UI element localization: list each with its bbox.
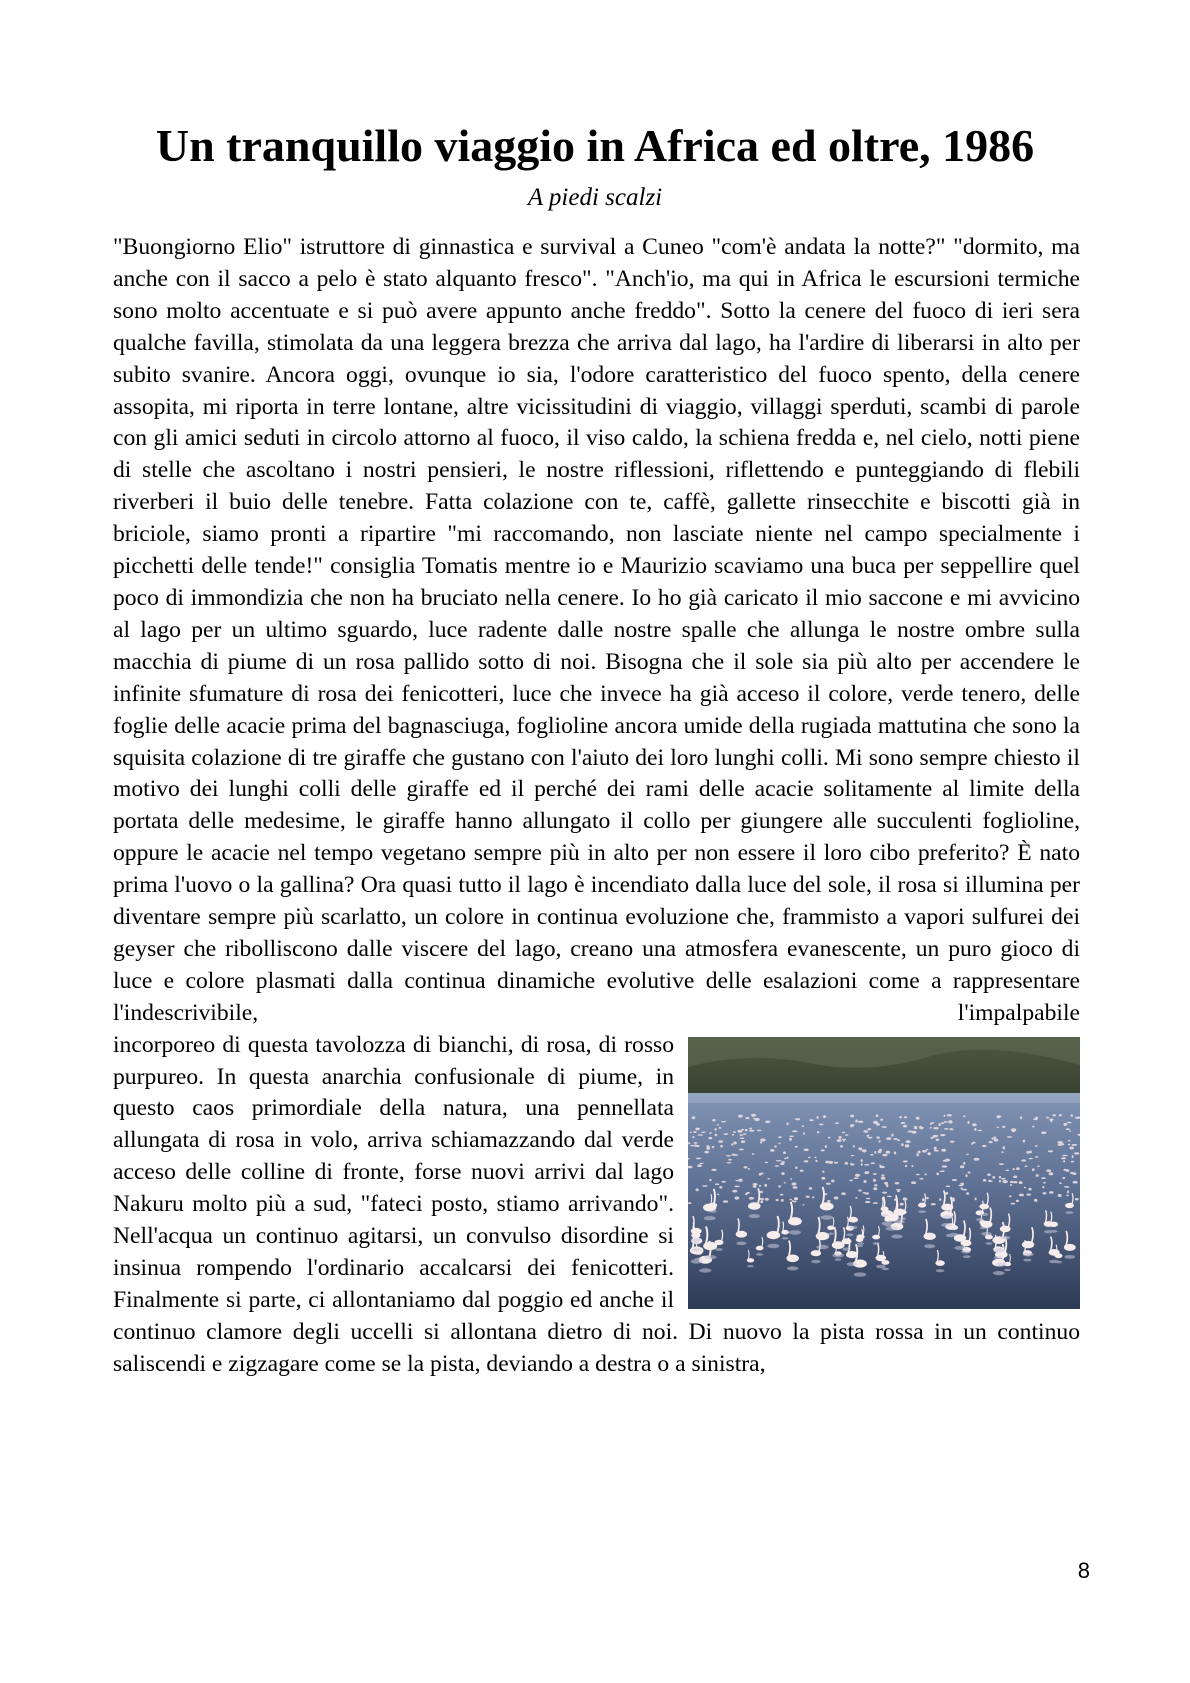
page-subtitle: A piedi scalzi [527,184,663,211]
flamingo-photo [688,1037,1080,1309]
page-number: 8 [1077,1558,1090,1583]
body-text [113,232,1080,1381]
paragraph-continued: incorporeo di questa tavolozza di bianchi, di rosa, di rosso purpureo. In questa anarchia confusionale di piume, in questo caos primordiale della natura, una pennellata allungata di rosa in volo, arriva schiamazzando dal verde acceso delle colline di fronte, forse nuovi arrivi dal lago Nakuru molto più a sud, "fateci posto, stiamo arrivando". Nell'acqua un continuo agitarsi, un convulso disordine si insinua rompendo l'ordinario accalcarsi dei fenicotteri. Finalmente si parte, ci allontaniamo dal poggio ed anche il continuo clamore degli uccelli si allontana dietro di noi. Di nuovo la pista rossa in un continuo saliscendi e zigzagare come se la pista, deviando a destra o a sinistra, [113,1031,1080,1377]
flamingo-lake-image [688,1037,1080,1309]
paragraph-intro: "Buongiorno Elio" istruttore di ginnastica e survival a Cuneo "com'è andata la notte?" "dormito, ma anche con il sacco a pelo è stato alquanto fresco". "Anch'io, ma qui in Africa le escursioni termiche sono molto accentuate e si può avere appunto anche freddo". Sotto la cenere del fuoco di ieri sera qualche favilla, stimolata da una leggera brezza che arriva dal lago, ha l'ardire di liberarsi in alto per subito svanire. Ancora oggi, ovunque io sia, l'odore caratteristico del fuoco spento, della cenere assopita, mi riporta in terre lontane, altre vicissitudini di viaggio, villaggi sperduti, scambi di parole con gli amici seduti in circolo attorno al fuoco, il viso caldo, la schiena fredda e, nel cielo, notti piene di stelle che ascoltano i nostri pensieri, le nostre riflessioni, riflettendo e punteggiando di flebili riverberi il buio delle tenebre. Fatta colazione con te, caffè, gallette rinsecchite e biscotti già in briciole, siamo pronti a ripartire "mi raccomando, non lasciate niente nel campo specialmente i picchetti delle tende!" consiglia Tomatis mentre io e Maurizio scaviamo una buca per seppellire quel poco di immondizia che non ha bruciato nella cenere. Io ho già caricato il mio saccone e mi avvicino al lago per un ultimo sguardo, luce radente dalle nostre spalle che allunga le nostre ombre sulla macchia di piume di un rosa pallido sotto di noi. Bisogna che il sole sia più alto per accendere le infinite sfumature di rosa dei fenicotteri, luce che invece ha già acceso il colore, verde tenero, delle foglie delle acacie prima del bagnasciuga, foglioline ancora umide della rugiada mattutina che sono la squisita colazione di tre giraffe che gustano con l'aiuto dei loro lunghi colli. Mi sono sempre chiesto il motivo dei lunghi colli delle giraffe ed il perché dei rami delle acacie solitamente al limite della portata delle medesime, le giraffe hanno allungato il collo per giungere alle succulenti foglioline, oppure le acacie nel tempo vegetano sempre più in alto per non essere il loro cibo preferito? È nato prima l'uovo o la gallina? Ora quasi tutto il lago è incendiato dalla luce del sole, il rosa si illumina per diventare sempre più scarlatto, un colore in continua evoluzione che, frammisto a vapori sulfurei dei geyser che ribolliscono dalle viscere del lago, creano una atmosfera evanescente, un puro gioco di luce e colore plasmati dalla continua dinamiche evolutive delle esalazioni come a rappresentare l'indescrivibile, l'impalpabile [113,234,1080,1026]
page-title: Un tranquillo viaggio in Africa ed oltre, 1986 [155,120,1035,171]
